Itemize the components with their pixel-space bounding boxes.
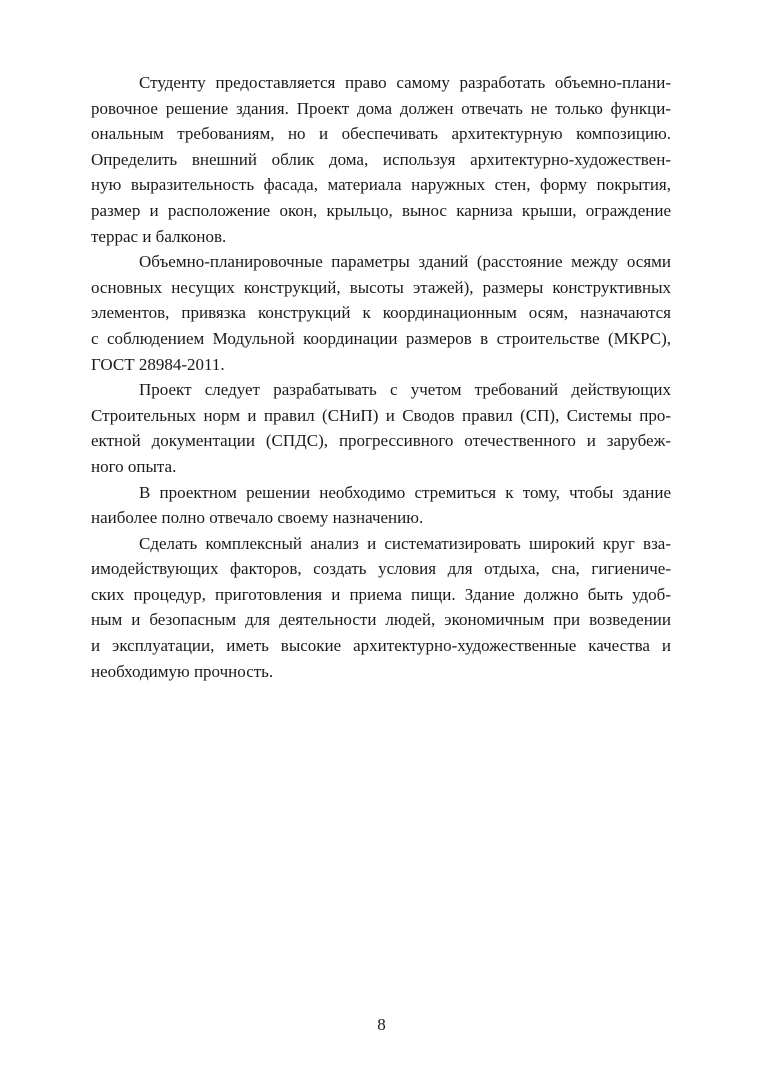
- paragraph-line: размер и расположение окон, крыльцо, вынос карниза крыши, ограждение: [91, 200, 671, 220]
- paragraph-line: ным и безопасным для деятельности людей, экономичным при возведении: [91, 610, 671, 630]
- paragraph-line: Сделать комплексный анализ и систематизировать широкий круг вза-: [139, 533, 671, 553]
- paragraph-2: [91, 249, 671, 377]
- paragraph-line: Определить внешний облик дома, используя архитектурно-художествен-: [91, 149, 671, 169]
- paragraph-line: ГОСТ 28984-2011.: [91, 354, 225, 374]
- paragraph-line: основных несущих конструкций, высоты этажей), размеры конструктивных: [91, 277, 671, 297]
- paragraph-line: наиболее полно отвечало своему назначению.: [91, 508, 424, 528]
- paragraph-line: имодействующих факторов, создать условия для отдыха, сна, гигиениче-: [91, 559, 671, 579]
- paragraph-line: ских процедур, приготовления и приема пищи. Здание должно быть удоб-: [91, 584, 671, 604]
- paragraph-line: элементов, привязка конструкций к координационным осям, назначаются: [91, 303, 671, 323]
- page-number: 8: [377, 1015, 386, 1034]
- paragraph-line: В проектном решении необходимо стремиться к тому, чтобы здание: [139, 482, 671, 502]
- paragraph-line: ектной документации (СПДС), прогрессивного отечественного и зарубеж-: [91, 431, 671, 451]
- paragraph-line: ональным требованиям, но и обеспечивать архитектурную композицию.: [91, 124, 671, 144]
- paragraph-line: необходимую прочность.: [91, 661, 274, 681]
- paragraph-line: Объемно-планировочные параметры зданий (расстояние между осями: [139, 252, 671, 272]
- paragraph-line: ного опыта.: [91, 456, 177, 476]
- paragraph-line: Строительных норм и правил (СНиП) и Сводов правил (СП), Системы про-: [91, 405, 671, 425]
- paragraph-5: [91, 531, 671, 685]
- paragraph-1: [91, 70, 671, 249]
- paragraph-line: Студенту предоставляется право самому разработать объемно-плани-: [139, 73, 671, 92]
- paragraph-line: ровочное решение здания. Проект дома должен отвечать не только функци-: [91, 98, 671, 118]
- paragraph-line: ную выразительность фасада, материала наружных стен, форму покрытия,: [91, 175, 671, 195]
- paragraph-line: террас и балконов.: [91, 226, 227, 246]
- paragraph-line: Проект следует разрабатывать с учетом требований действующих: [139, 380, 671, 400]
- paragraph-3: [91, 377, 671, 479]
- paragraph-4: [91, 480, 671, 531]
- paragraph-line: с соблюдением Модульной координации размеров в строительстве (МКРС),: [91, 328, 671, 348]
- paragraph-line: и эксплуатации, иметь высокие архитектурно-художественные качества и: [91, 636, 671, 656]
- body-text: [91, 70, 671, 684]
